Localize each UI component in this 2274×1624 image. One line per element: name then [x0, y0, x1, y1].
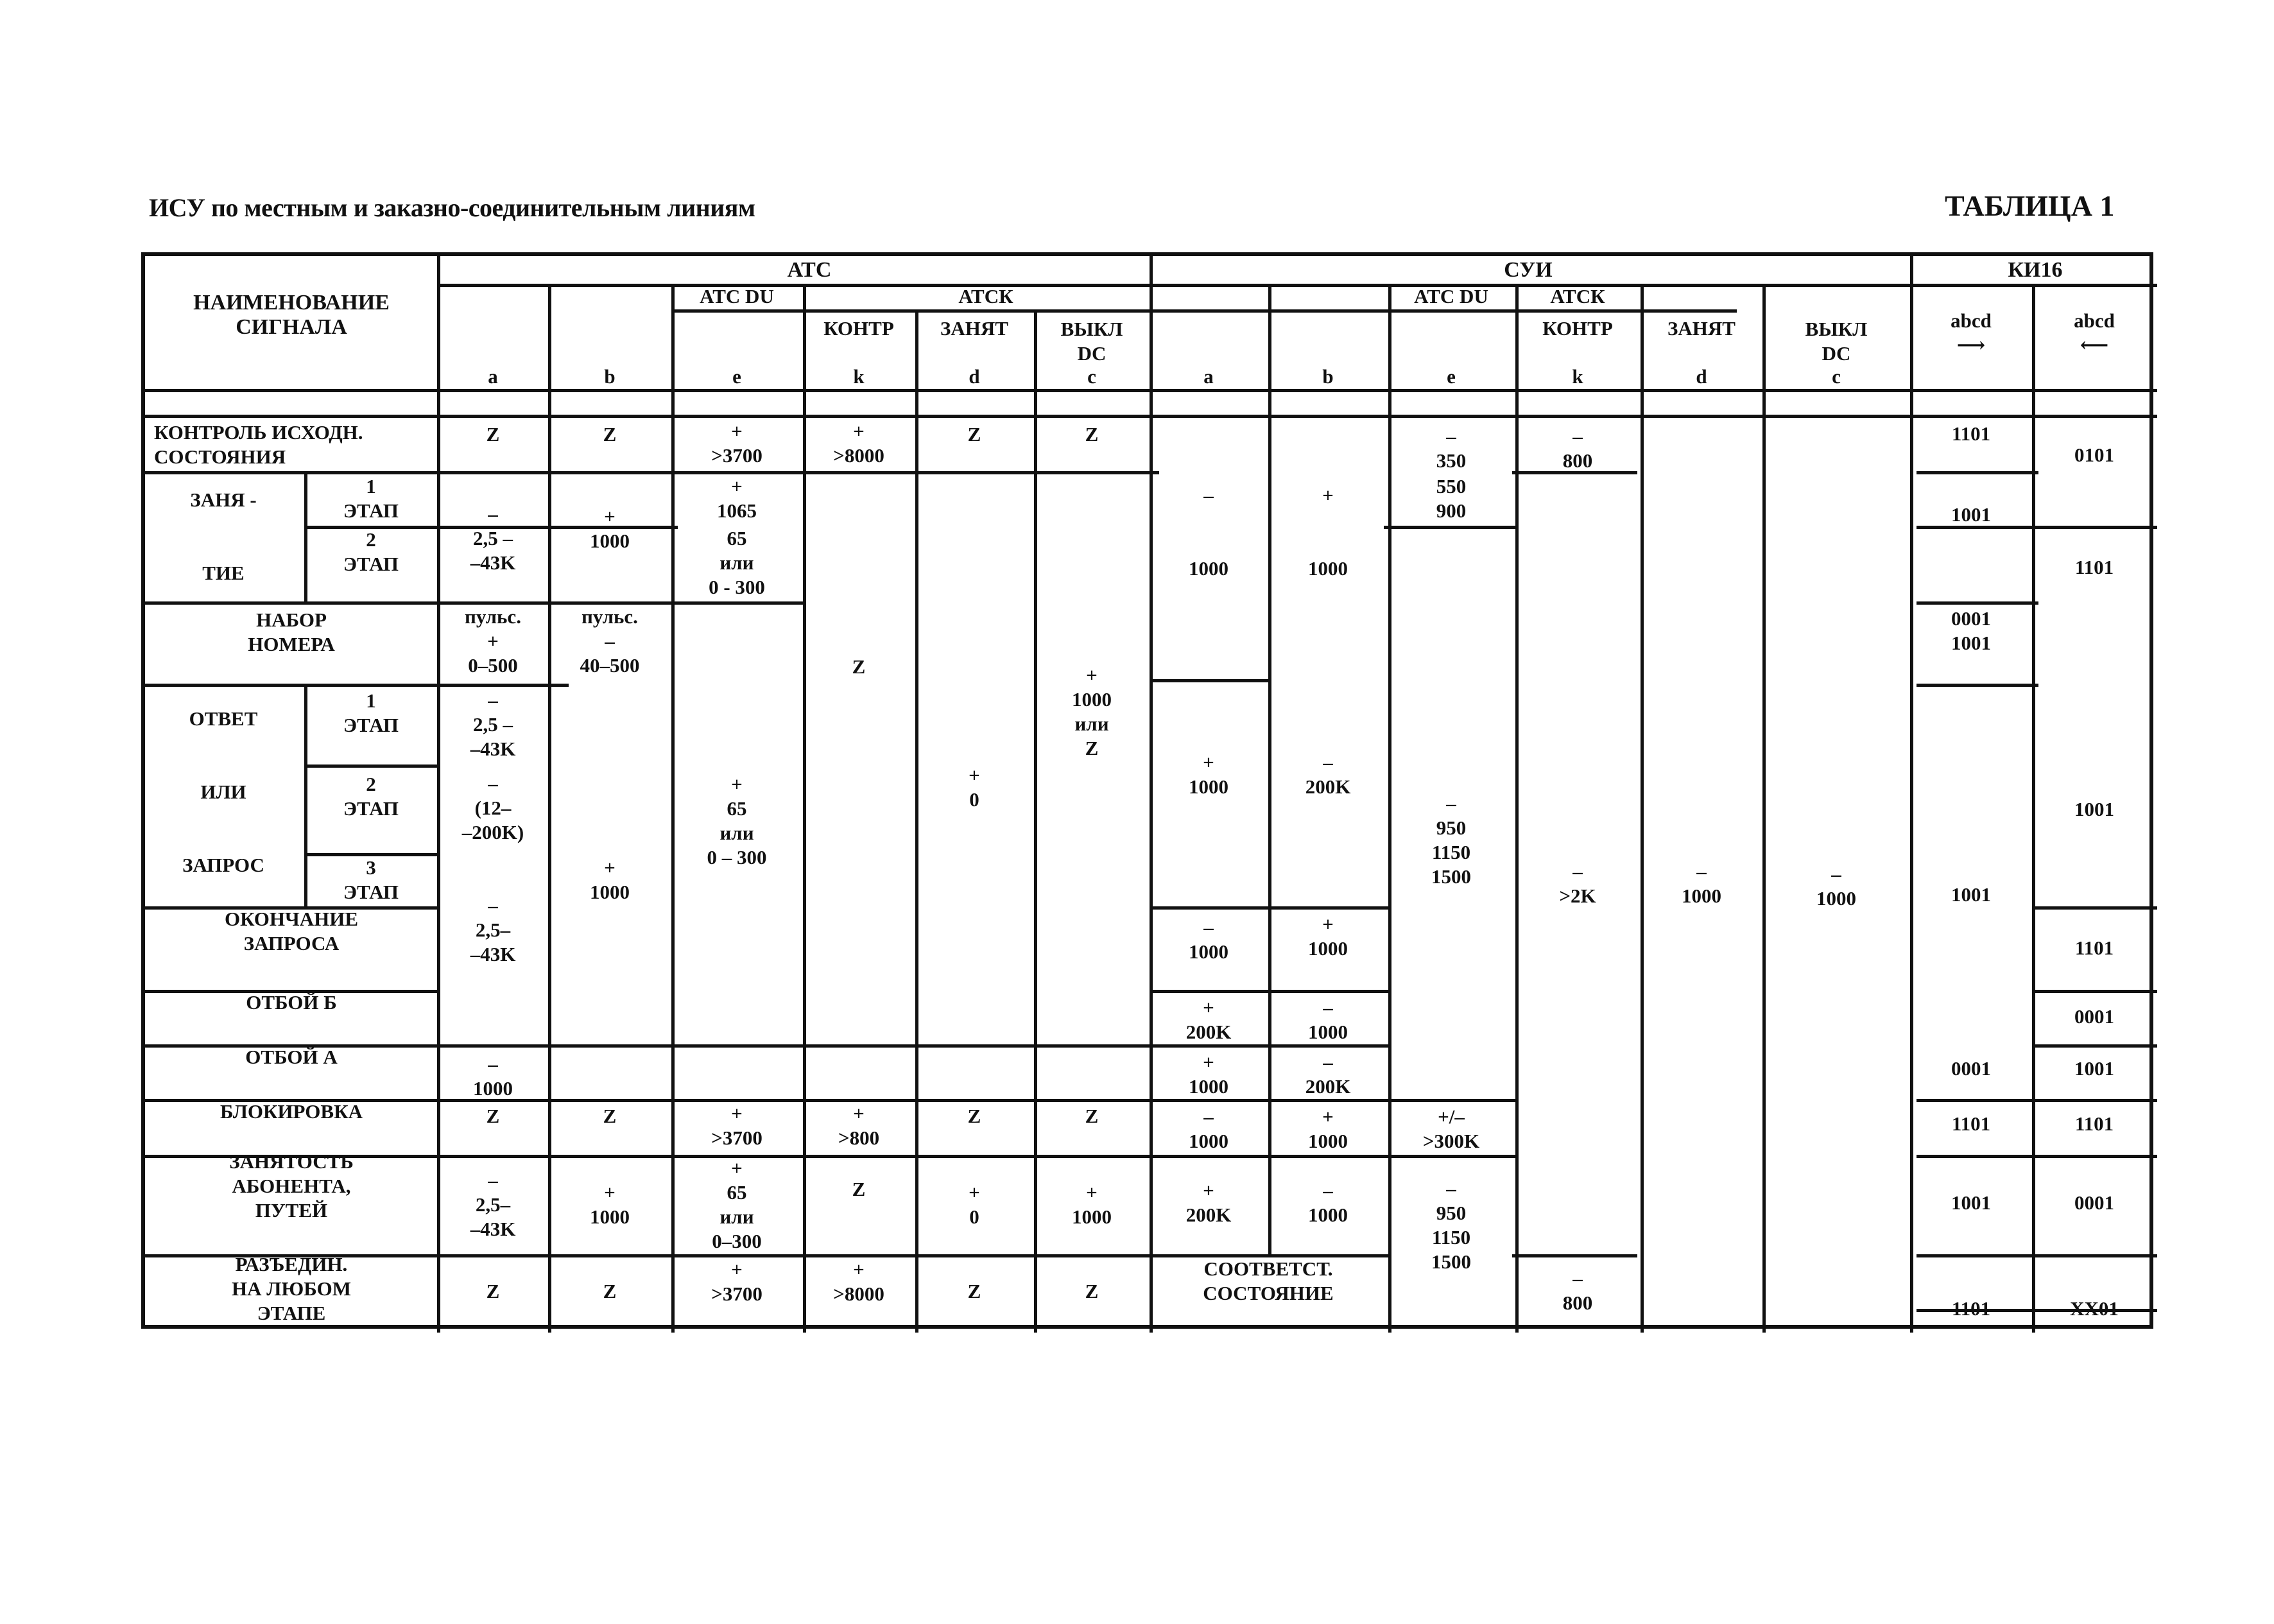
grid-line	[2032, 526, 2157, 529]
row-label-end-request: ОКОНЧАНИЕ ЗАПРОСА	[224, 908, 359, 955]
header-ki16: КИ16	[2008, 258, 2063, 282]
grid-line	[1409, 309, 1737, 313]
cell-ki-in-end: 1101	[2074, 937, 2114, 959]
grid-line	[304, 684, 307, 906]
header-atck: АТСК	[958, 285, 1013, 307]
grid-line	[2032, 1155, 2157, 1158]
cell-atc-e-busy: + 65 или 0–300	[712, 1157, 762, 1252]
grid-line	[145, 471, 1159, 474]
cell-atc-b-busy: + 1000	[590, 1181, 630, 1228]
cell-atc-a-dialing: пульс. + 0–500	[465, 605, 521, 677]
cell-atc-e-release: + >3700	[711, 1258, 762, 1305]
header-sui-c-label: ВЫКЛ DC	[1805, 318, 1868, 365]
cell-ki-in-seizure: 1101	[2074, 556, 2114, 578]
cell-atc-a-end: – 2,5– –43K	[470, 894, 516, 965]
grid-line	[548, 284, 551, 1333]
cell-atc-d-release: Z	[967, 1280, 981, 1302]
grid-line	[304, 764, 440, 768]
grid-line	[671, 284, 675, 1333]
grid-line	[1388, 284, 1391, 1333]
cell-sui-a-busy: + 200K	[1185, 1179, 1232, 1226]
header-sui-k: k	[1572, 365, 1583, 388]
cell-sui-e-answer: – 950 1150 1500	[1431, 792, 1471, 888]
cell-sui-a-end: – 1000	[1189, 916, 1228, 963]
row-label-control: КОНТРОЛЬ ИСХОДН. СОСТОЯНИЯ	[154, 421, 363, 468]
grid-line	[1512, 1254, 1637, 1257]
header-atc-a: a	[488, 365, 498, 388]
cell-sui-e-busy: – 950 1150 1500	[1431, 1177, 1471, 1273]
cell-atc-a-seizure: – 2,5 – –43K	[470, 503, 516, 574]
cell-sui-a-seizure: – 1000	[1189, 484, 1228, 580]
cell-atc-b-answer: + 1000	[590, 856, 630, 903]
cell-atc-c-answer: + 1000 или Z	[1072, 664, 1112, 759]
header-sui-d-label: ЗАНЯТ	[1667, 317, 1736, 340]
cell-atc-a-answer-stage2: – (12– –200K)	[461, 772, 524, 843]
grid-line	[2032, 1254, 2157, 1257]
header-signal-name: НАИМЕНОВАНИЕ СИГНАЛА	[193, 291, 390, 339]
row-label-answer-stage1: 1 ЭТАП	[343, 689, 399, 736]
document-title: ИСУ по местным и заказно-соединительным линиям	[149, 193, 755, 222]
grid-line	[671, 309, 1416, 313]
header-atc-b: b	[604, 365, 616, 388]
cell-ki-out-seizure: 1001	[1951, 503, 1991, 526]
grid-line	[1762, 284, 1766, 1333]
cell-atc-b-dialing: пульс. – 40–500	[580, 605, 640, 677]
cell-sui-b-end: + 1000	[1308, 913, 1348, 960]
grid-line	[1384, 1099, 1519, 1102]
header-sui-atc-du: ATC DU	[1414, 285, 1488, 307]
cell-atc-e-answer: + 65 или 0 – 300	[707, 773, 767, 868]
grid-line	[1917, 1254, 2038, 1257]
grid-line	[145, 684, 569, 687]
grid-line	[915, 309, 918, 1333]
header-sui-atck: АТСК	[1550, 285, 1605, 307]
grid-line	[1917, 601, 2038, 605]
grid-line	[1910, 256, 1913, 1333]
row-label-seizure-stage2: 2 ЭТАП	[343, 528, 399, 575]
cell-atc-d-blocking: Z	[967, 1105, 981, 1127]
cell-ki-in-clear-a: 1001	[2074, 1057, 2114, 1080]
cell-atc-c-busy: + 1000	[1072, 1181, 1112, 1228]
row-label-answer: ОТВЕТ ИЛИ ЗАПРОС	[182, 707, 264, 876]
grid-line	[1150, 256, 1153, 1333]
grid-line	[2032, 906, 2157, 910]
header-atc-d-label: ЗАНЯТ	[940, 317, 1008, 340]
grid-line	[1917, 471, 2038, 474]
cell-ki-in-release: XX01	[2070, 1297, 2119, 1320]
header-atc: АТС	[787, 258, 832, 282]
cell-atc-a-release: Z	[486, 1280, 500, 1302]
grid-line	[437, 284, 2157, 287]
cell-atc-k-release: + >8000	[833, 1258, 884, 1305]
cell-ki-out-clear-a: 0001	[1951, 1057, 1991, 1080]
cell-atc-c-control: Z	[1085, 423, 1099, 445]
grid-line	[304, 471, 307, 601]
header-atc-du: ATC DU	[700, 285, 774, 307]
header-atc-k: k	[853, 365, 865, 388]
cell-atc-c-blocking: Z	[1085, 1105, 1099, 1127]
cell-ki-out-blocking: 1101	[1951, 1112, 1991, 1135]
grid-line	[1917, 1099, 2038, 1102]
cell-atc-b-release: Z	[603, 1280, 617, 1302]
cell-sui-e-seizure: 550 900	[1436, 475, 1467, 522]
grid-line	[2032, 990, 2157, 993]
cell-atc-d-answer: + 0	[969, 764, 980, 811]
header-sui-e: e	[1447, 365, 1456, 388]
row-label-dialing: НАБОР НОМЕРА	[248, 609, 335, 655]
header-atc-c: c	[1087, 365, 1096, 388]
grid-line	[2032, 1099, 2157, 1102]
row-label-blocking: БЛОКИРОВКА	[220, 1100, 363, 1123]
cell-sui-b-clear-a: – 200K	[1305, 1051, 1351, 1098]
cell-sui-b-blocking: + 1000	[1308, 1105, 1348, 1152]
cell-ki-out-dialing: 0001 1001	[1951, 607, 1991, 654]
cell-atc-a-answer-stage1: – 2,5 – –43K	[470, 689, 516, 760]
cell-ki-out-release: 1101	[1951, 1297, 1991, 1320]
cell-sui-k-release: – 800	[1562, 1267, 1593, 1314]
cell-sui-c-answer: – 1000	[1816, 863, 1856, 910]
cell-ki-out-control: 1101	[1951, 422, 1991, 445]
row-label-clear-b: ОТБОЙ Б	[246, 991, 337, 1014]
cell-ki-in-control: 0101	[2074, 444, 2114, 466]
cell-atc-e-blocking: + >3700	[711, 1102, 762, 1149]
grid-line	[1917, 1155, 2038, 1158]
signal-table	[141, 252, 2153, 1329]
header-ki16-out: abcd ⟶	[1951, 309, 1992, 356]
cell-atc-a-busy: – 2,5– –43K	[470, 1169, 516, 1240]
cell-ki-in-blocking: 1101	[2074, 1112, 2114, 1135]
cell-atc-k-mid: Z	[852, 655, 866, 678]
cell-ki-in-answer: 1001	[2074, 798, 2114, 820]
cell-atc-d-busy: + 0	[969, 1181, 980, 1228]
cell-sui-a-blocking: – 1000	[1189, 1105, 1228, 1152]
grid-line	[1150, 679, 1268, 682]
grid-line	[437, 256, 440, 1333]
header-ki16-in: abcd ⟵	[2074, 309, 2115, 356]
cell-sui-e-blocking: +/– >300K	[1422, 1105, 1480, 1152]
cell-sui-k-answer: – >2K	[1559, 860, 1596, 907]
cell-atc-k-blocking: + >800	[838, 1102, 880, 1149]
grid-line	[1268, 284, 1271, 1254]
table-label: ТАБЛИЦА 1	[1945, 189, 2115, 222]
cell-atc-e-stage1: + 1065	[717, 475, 757, 522]
cell-atc-b-seizure: + 1000	[590, 505, 630, 552]
header-sui-k-label: КОНТР	[1542, 317, 1613, 340]
cell-atc-k-control: + >8000	[833, 420, 884, 467]
header-sui-a: a	[1203, 365, 1214, 388]
cell-sui-d-answer: – 1000	[1682, 860, 1721, 907]
cell-sui-b-seizure: + 1000	[1308, 484, 1348, 580]
cell-atc-c-release: Z	[1085, 1280, 1099, 1302]
grid-line	[1515, 284, 1519, 1333]
cell-ki-in-clear-b: 0001	[2074, 1005, 2114, 1028]
row-label-seizure-stage1: 1 ЭТАП	[343, 475, 399, 522]
header-atc-e: e	[732, 365, 741, 388]
cell-ki-out-answer: 1001	[1951, 883, 1991, 906]
cell-sui-b-clear-b: – 1000	[1308, 996, 1348, 1043]
cell-atc-e-stage2: 65 или 0 - 300	[709, 527, 765, 598]
cell-sui-a-answer: + 1000	[1189, 751, 1228, 798]
row-label-seizure: ЗАНЯ - ТИЕ	[190, 488, 257, 584]
header-sui: СУИ	[1504, 258, 1553, 282]
cell-atc-a-blocking: Z	[486, 1105, 500, 1127]
header-atc-d: d	[969, 365, 980, 388]
cell-atc-a-control: Z	[486, 423, 500, 445]
header-sui-b: b	[1322, 365, 1334, 388]
cell-sui-state: СООТВЕТСТ. СОСТОЯНИЕ	[1203, 1257, 1334, 1304]
row-label-release: РАЗЪЕДИН. НА ЛЮБОМ ЭТАПЕ	[232, 1253, 351, 1324]
cell-sui-k-control: – 800	[1562, 425, 1593, 472]
cell-sui-a-clear-b: + 200K	[1185, 996, 1232, 1043]
row-label-answer-stage3: 3 ЭТАП	[343, 856, 399, 903]
cell-sui-b-busy: – 1000	[1308, 1179, 1348, 1226]
cell-atc-d-control: Z	[967, 423, 981, 445]
grid-line	[1641, 284, 1644, 1333]
cell-ki-out-busy: 1001	[1951, 1191, 1991, 1214]
header-atc-k-label: КОНТР	[823, 317, 894, 340]
grid-line	[1034, 309, 1037, 1333]
cell-sui-e-control: – 350	[1436, 425, 1467, 472]
cell-sui-a-clear-a: + 1000	[1189, 1051, 1228, 1098]
cell-atc-k-busy: Z	[852, 1178, 866, 1200]
cell-atc-b-control: Z	[603, 423, 617, 445]
header-sui-c: c	[1832, 365, 1841, 388]
grid-line	[1384, 526, 1519, 529]
header-sui-d: d	[1696, 365, 1707, 388]
grid-line	[1384, 1155, 1519, 1158]
cell-ki-in-busy: 0001	[2074, 1191, 2114, 1214]
cell-atc-e-control: + >3700	[711, 420, 762, 467]
grid-line	[2032, 1044, 2157, 1048]
cell-atc-b-blocking: Z	[603, 1105, 617, 1127]
grid-line	[803, 284, 806, 1333]
row-label-clear-a: ОТБОЙ А	[245, 1046, 338, 1068]
grid-line	[2032, 284, 2035, 1333]
row-label-busy: ЗАНЯТОСТЬ АБОНЕНТА, ПУТЕЙ	[229, 1150, 354, 1222]
cell-atc-a-clear-a: – 1000	[473, 1053, 513, 1100]
grid-line	[1917, 684, 2038, 687]
cell-sui-b-answer: – 200K	[1305, 751, 1351, 798]
row-label-answer-stage2: 2 ЭТАП	[343, 773, 399, 820]
header-atc-c-label: ВЫКЛ DC	[1060, 318, 1123, 365]
